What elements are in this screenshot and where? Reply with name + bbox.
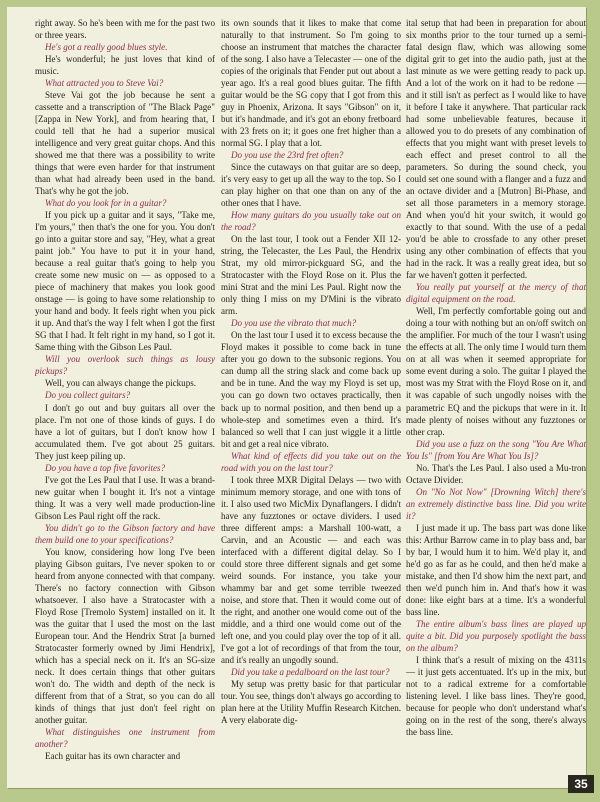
interview-answer: I think that's a result of mixing on the 4311s — it just gets accentuated. It's up in the mix, but not to a radical extreme for a comfortable listening level. I like bass lines. They're good, because for people who don't understand what's going on in the rest of the song, there's always the bass line. (406, 654, 586, 737)
interview-question: How many guitars do you usually take out on the road? (221, 210, 401, 233)
interview-answer: Steve Vai got the job because he sent a cassette and a transcription of "The Black Page" [Zappa in New York], and from hearing that, I could tell that he had a superior musical intelligence and very great guitar chops. And this showed me that there was a possibility to write things that were even harder for that instrument than what had already been used in the band. That's why he got the job. (35, 90, 215, 197)
interview-question: What do you look for in a guitar? (45, 198, 167, 209)
interview-answer: He's wonderful; he just loves that kind of music. (35, 54, 215, 77)
column-3 (406, 17, 586, 787)
interview-question: What distinguishes one instrument from another? (35, 726, 215, 749)
interview-question: Will you overlook such things as lousy pickups? (35, 354, 215, 377)
interview-answer: Each guitar has its own character and (45, 750, 181, 761)
interview-answer: I've got the Les Paul that I use. It was a brand-new guitar when I bought it. It's not a vintage thing. It was a very well made production-line Gibson Les Paul right off the rack. (35, 474, 215, 521)
interview-answer: ital setup that had been in preparation for about six months prior to the tour turned up a semi-fatal design flaw, which was allowing some digital grit to get into the audio path, just at the last minute as we were getting ready to pack up. And a lot of the work on it had to be redone — and it still isn't as perfect as I would like to have it before I take it anywhere. That particular rack had some unbelievable features, because it allowed you to do presets of any combination of effects that you might want with preset levels to each effect and preset control to all the parameters. So during the sound check, you could set one sound with a flanger and a fuzz and an octave divider and a [Mutron] Bi-Phase, and set all those parameters in a memory storage. And when you'd hit your switch, it would go exactly to that sound. With the use of a pedal you'd be able to crossfade to any other preset using any other combination of effects that you had in the rack. It was a really great idea, but so far we haven't gotten it perfected. (406, 18, 586, 281)
interview-answer: Well, you can always change the pickups. (45, 378, 197, 389)
interview-question: What kind of effects did you take out on the road with you on the last tour? (221, 450, 401, 473)
interview-question: Do you use the vibrato that much? (231, 318, 357, 329)
interview-question: Do you have a top five favorites? (45, 462, 166, 473)
interview-answer: its own sounds that it likes to make that come naturally to that instrument. So I'm going to choose an instrument that matches the character of the song. I also have a Telecaster — one of the copies of the originals that Fender put out about a year ago. It's a real good blues guitar. The fifth guitar would be the SG copy that I got from this guy in Phoenix, Arizona. It says "Gibson" on it, but it's handmade, and it's got an ebony fretboard with 23 frets on it; it goes one fret higher than a normal SG. I play that a lot. (221, 18, 401, 149)
interview-answer: No. That's the Les Paul. I also used a Mu-tron Octave Divider. (406, 462, 586, 485)
interview-answer: right away. So he's been with me for the past two or three years. (35, 18, 215, 41)
interview-question: Do you collect guitars? (45, 390, 131, 401)
column-1 (35, 17, 215, 787)
magazine-page (7, 7, 586, 788)
interview-question: You didn't go to the Gibson factory and have them build one to your specifications? (35, 522, 215, 545)
interview-answer: You know, considering how long I've been playing Gibson guitars, I've never spoken to or heard from anyone connected with that company. There's no factory connection with Gibson whatsoever. I also have a Stratocaster with a Floyd Rose [Tremolo System] installed on it. It was the guitar that I used the most on the last European tour. And the Hendrix Strat [a burned Stratocaster formerly owned by Jimi Hendrix], which has a special neck on it. It's an SG-size neck. It does certain things that other guitars won't do. The width and depth of the neck is different from that of a Strat, so you can do all kinds of things that just don't feel right on another guitar. (35, 546, 215, 725)
interview-answer: If you pick up a guitar and it says, "Take me, I'm yours," then that's the one for you. You don't go into a guitar store and say, "Hey, what a great paint job." You have to put it in your hand, because a real guitar that's going to help you create some new music on — as opposed to a piece of machinery that makes you look good onstage — is going to have some relationship to your hand and body. It feels right when you pick it up. And that's the way I felt when I got the first SG that I had. It felt right in my hand, so I got it. Same thing with the Gibson Les Paul. (35, 210, 215, 353)
interview-question: What attracted you to Steve Vai? (45, 78, 164, 89)
interview-answer: On the last tour, I took out a Fender XII 12-string, the Telecaster, the Les Paul, the Hendrix Strat, my old mirror-pickguard SG, and the Stratocaster with the Floyd Rose on it. Plus the mini Strat and the mini Les Paul. Right now the only thing I miss on my D'Mini is the vibrato arm. (221, 234, 401, 317)
interview-answer: I don't go out and buy guitars all over the place. I'm not one of those kinds of guys. I do have a lot of guitars, but I don't know how I accumulated them. I've got about 25 guitars. They just keep piling up. (35, 402, 215, 461)
interview-answer: On the last tour I used it to excess because the Floyd makes it possible to come back in tune after you go down to the subsonic regions. You can dump all the string slack and come back up and be in tune. And the way my Floyd is set up, you can go down two octaves practically, then back up to normal position, and then bend up a whole-step and sometimes even a third. It's balanced so well that I can just wiggle it a little bit and get a real nice vibrato. (221, 330, 401, 449)
interview-question: Did you take a pedalboard on the last tour? (231, 666, 390, 677)
interview-question: You really put yourself at the mercy of that digital equipment on the road. (406, 282, 586, 305)
interview-question: Do you use the 23rd fret often? (231, 150, 344, 161)
interview-question: The entire album's bass lines are played up quite a bit. Did you purposely spotlight the bass on the album? (406, 618, 586, 653)
interview-answer: Since the cutaways on that guitar are so deep, it's very easy to get up all the way to the top. So I can play higher on that one than on any of the other ones that I have. (221, 162, 401, 209)
interview-answer: I took three MXR Digital Delays — two with minimum memory storage, and one with tons of it. I also used two MicMix Dynaflangers. I didn't have any fuzztones or octave dividers. I used three different amps: a Marshall 100-watt, a Carvin, and an Acoustic — and each was interfaced with a different digital delay. So I could store three different signals and get some weird sounds. For instance, you take your whammy bar and get some terrible tweezed noise, and store that. Then it would come out of the right, and another one would come out of the middle, and a third one would come out of the left one, and you could play over the top of it all. I've got a lot of recordings of that from the tour, and it's really an ungodly sound. (221, 474, 401, 665)
page-number: 35 (568, 775, 594, 793)
interview-question: On "No Not Now" [Drowning Witch] there's an extremely distinctive bass line. Did you write it? (406, 486, 586, 521)
interview-answer: Well, I'm perfectly comfortable going out and doing a tour with nothing but an on/off switch on the amplifier. For much of the tour I wasn't using the effects at all. The only time I would turn them on at all was when it seemed appropriate for some event during a solo. The guitar I played the most was my Strat with the Floyd Rose on it, and it was capable of such ungodly noises with the parametric EQ and the pickups that were in it. It made plenty of noises without any fuzztones or other crap. (406, 306, 586, 437)
interview-question: He's got a really good blues style. (45, 42, 168, 53)
interview-question: Did you use a fuzz on the song "You Are What You Is" [from You Are What You Is]? (406, 438, 586, 461)
interview-answer: My setup was pretty basic for that particular tour. You see, things don't always go according to plan here at the Utility Muffin Research Kitchen. A very elaborate dig- (221, 678, 401, 725)
interview-answer: I just made it up. The bass part was done like this: Arthur Barrow came in to play bass and, bar by bar, I would hum it to him. We'd play it, and he'd go as far as he could, and then he'd make a mistake, and then I'd show him the next part, and then we'd punch him in. And that's how it was done: like eight bars at a time. It's a wonderful bass line. (406, 522, 586, 617)
column-2 (221, 17, 401, 787)
